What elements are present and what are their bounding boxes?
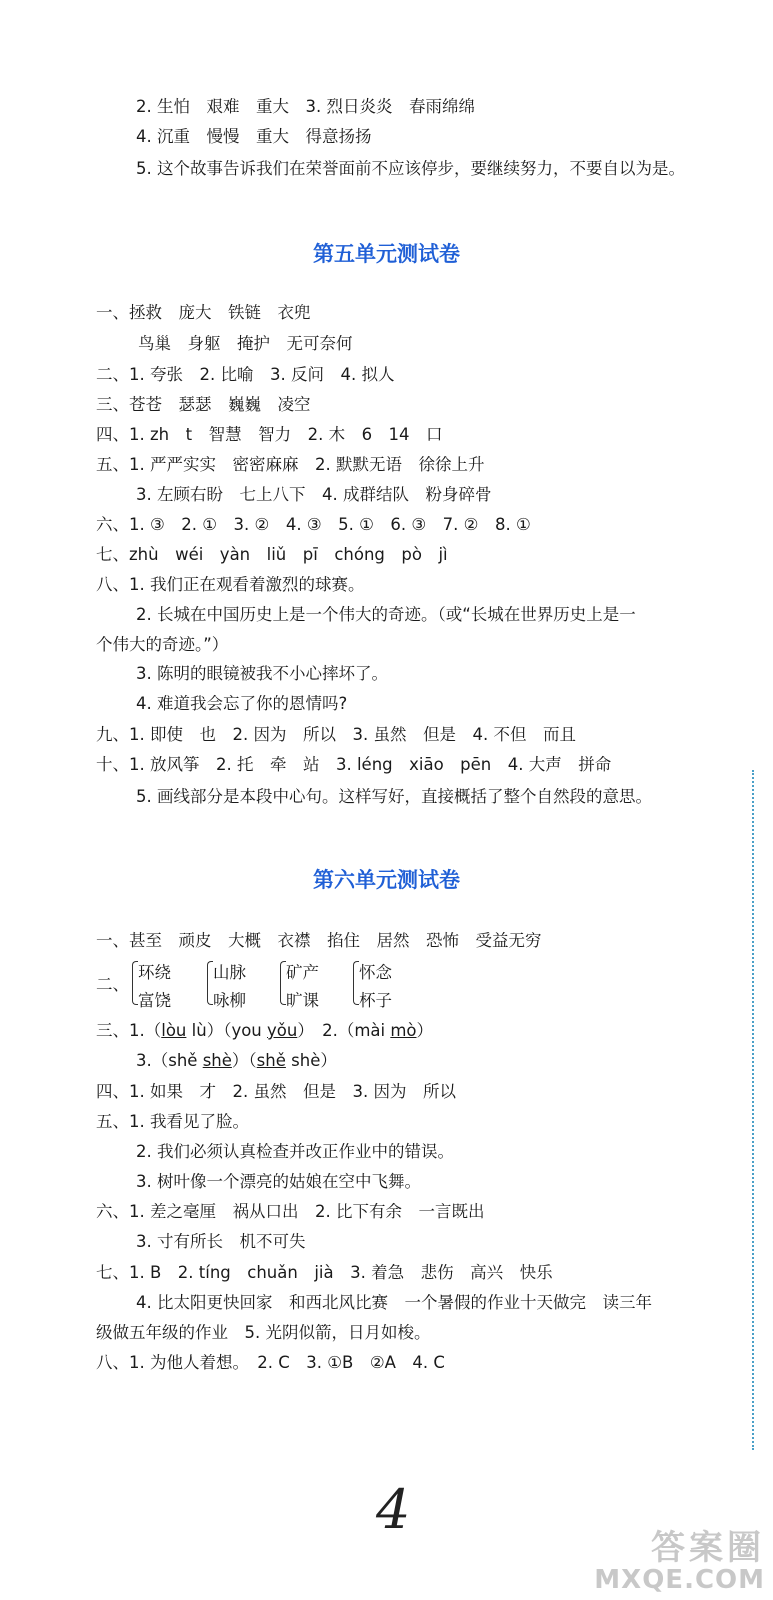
underlined-pinyin: mò <box>390 1021 417 1040</box>
page-edge-rule <box>752 770 754 1450</box>
text-segment: ）（ <box>231 1051 257 1070</box>
answer-line <box>96 1020 433 1042</box>
answer-line: 四、1. 如果 才 2. 虽然 但是 3. 因为 所以 <box>96 1082 456 1101</box>
answer-line: 八、1. 我们正在观看着激烈的球赛。 <box>96 575 365 594</box>
answer-line: 4. 比太阳更快回家 和西北风比赛 一个暑假的作业十天做完 读三年 <box>136 1293 652 1312</box>
answer-line: 一、拯救 庞大 铁链 衣兜 <box>96 303 311 322</box>
answer-line: 3. 陈明的眼镜被我不小心摔坏了。 <box>136 664 388 683</box>
answer-line: 七、1. B 2. tíng chuǎn jià 3. 着急 悲伤 高兴 快乐 <box>96 1263 553 1282</box>
answer-line: 2. 我们必须认真检查并改正作业中的错误。 <box>136 1142 454 1161</box>
answer-line: 一、甚至 顽皮 大概 衣襟 掐住 居然 恐怖 受益无穷 <box>96 931 542 950</box>
text-segment: lù <box>186 1021 207 1040</box>
answer-line: 四、1. zh t 智慧 智力 2. 木 6 14 口 <box>96 425 443 444</box>
answer-line: 十、1. 放风筝 2. 托 牵 站 3. léng xiāo pēn 4. 大声 拼命 <box>96 755 612 774</box>
answer-line: 个伟大的奇迹。”） <box>96 635 229 654</box>
answer-line: 3. 树叶像一个漂亮的姑娘在空中飞舞。 <box>136 1172 421 1191</box>
watermark-url: MXQE.COM <box>594 1565 765 1595</box>
answer-line: 2. 长城在中国历史上是一个伟大的奇迹。（或“长城在世界历史上是一 <box>136 605 636 624</box>
answer-line: 六、1. ③ 2. ① 3. ② 4. ③ 5. ① 6. ③ 7. ② 8. ① <box>96 515 531 534</box>
watermark-logo-text: 答案圈 <box>651 1528 765 1568</box>
answer-line <box>136 1050 337 1072</box>
answer-line: 五、1. 严严实实 密密麻麻 2. 默默无语 徐徐上升 <box>96 455 485 474</box>
pair-word-bottom: 富饶 <box>138 991 171 1010</box>
pair-word-bottom: 旷课 <box>286 991 319 1010</box>
answer-line: 3. 寸有所长 机不可失 <box>136 1232 306 1251</box>
underlined-pinyin: shě <box>256 1051 286 1070</box>
pair-word-top: 环绕 <box>138 963 171 982</box>
underlined-pinyin: lòu <box>161 1021 187 1040</box>
text-segment: shè） <box>285 1051 337 1070</box>
answer-line-prefix: 二、 <box>96 975 129 994</box>
answer-line: 九、1. 即使 也 2. 因为 所以 3. 虽然 但是 4. 不但 而且 <box>96 725 576 744</box>
text-segment: ） <box>416 1021 434 1040</box>
answer-line: 鸟巢 身躯 掩护 无可奈何 <box>138 334 353 353</box>
unit5-title: 第五单元测试卷 <box>313 242 460 266</box>
answer-line: 六、1. 差之毫厘 祸从口出 2. 比下有余 一言既出 <box>96 1202 485 1221</box>
text-segment: ） 2.（mài <box>297 1021 391 1040</box>
answer-line: 七、zhù wéi yàn liǔ pī chóng pò jì <box>96 545 448 564</box>
pair-word-top: 山脉 <box>213 963 246 982</box>
answer-line: 2. 生怕 艰难 重大 3. 烈日炎炎 春雨绵绵 <box>136 97 475 116</box>
pair-word-bottom: 咏柳 <box>213 991 246 1010</box>
pair-word-top: 矿产 <box>286 963 319 982</box>
page-number: 4 <box>376 1478 411 1541</box>
answer-line: 二、1. 夸张 2. 比喻 3. 反问 4. 拟人 <box>96 365 395 384</box>
text-segment: 三、1.（ <box>96 1021 162 1040</box>
answer-line: 三、苍苍 瑟瑟 巍巍 凌空 <box>96 395 311 414</box>
unit6-title: 第六单元测试卷 <box>313 868 460 892</box>
answer-line: 级做五年级的作业 5. 光阴似箭，日月如梭。 <box>96 1323 431 1342</box>
underlined-pinyin: shè <box>202 1051 232 1070</box>
answer-line: 3. 左顾右盼 七上八下 4. 成群结队 粉身碎骨 <box>136 485 492 504</box>
pair-word-top: 怀念 <box>359 963 392 982</box>
text-segment: 3.（shě <box>136 1051 203 1070</box>
answer-line: 八、1. 为他人着想。 2. C 3. ①B ②A 4. C <box>96 1353 445 1372</box>
watermark <box>594 1530 765 1594</box>
answer-line: 五、1. 我看见了脸。 <box>96 1112 249 1131</box>
answer-line: 5. 这个故事告诉我们在荣誉面前不应该停步，要继续努力，不要自以为是。 <box>136 159 685 178</box>
answer-line: 4. 沉重 慢慢 重大 得意扬扬 <box>136 127 372 146</box>
pair-word-bottom: 杯子 <box>359 991 392 1010</box>
answer-line: 4. 难道我会忘了你的恩情吗? <box>136 694 348 713</box>
text-segment: ）（you <box>206 1021 267 1040</box>
answer-line: 5. 画线部分是本段中心句。这样写好，直接概括了整个自然段的意思。 <box>136 787 652 806</box>
underlined-pinyin: yǒu <box>267 1021 298 1040</box>
